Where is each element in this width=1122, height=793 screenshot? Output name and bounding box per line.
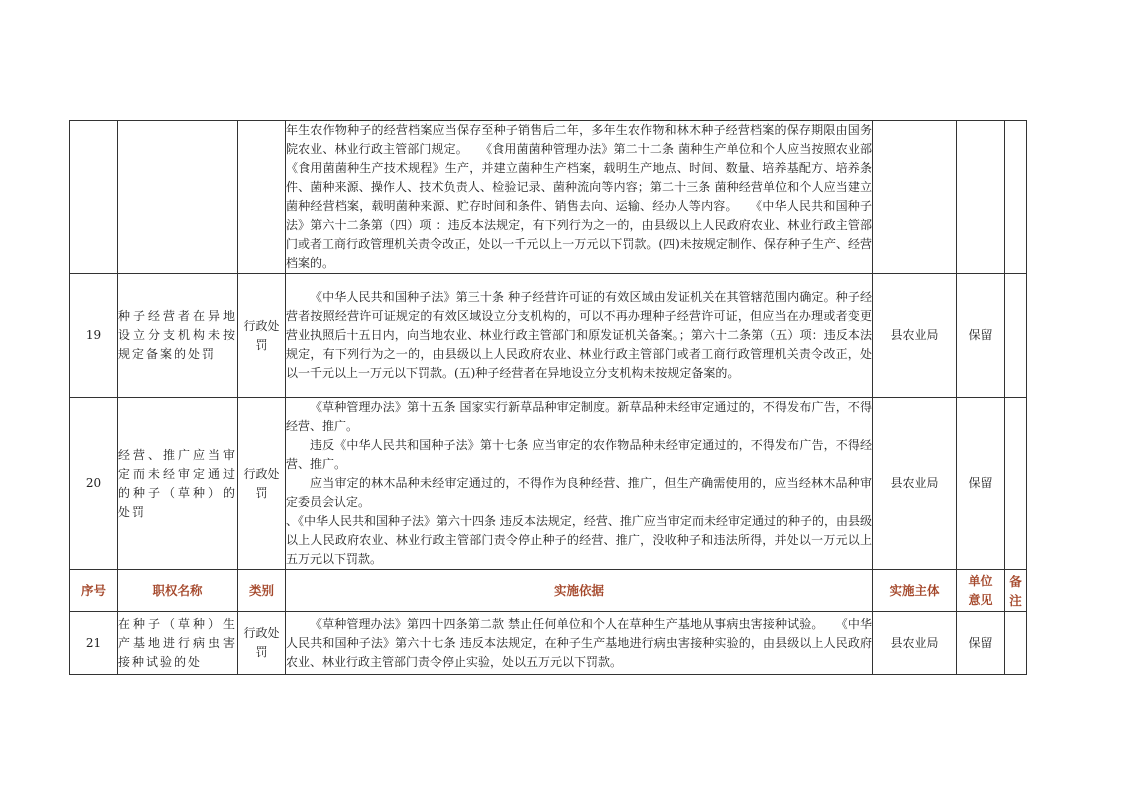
unit-opinion	[957, 121, 1005, 274]
unit-opinion: 保留	[957, 398, 1005, 570]
legal-basis-paragraph: 年生农作物种子的经营档案应当保存至种子销售后二年，多年生农作物和林木种子经营档案的保存期限由国务院农业、林业行政主管部门规定。 《食用菌菌种管理办法》第二十二条 菌种生产单位和个人应当按照农业部《食用菌菌种生产技术规程》生产，并建立菌种生产档案，载明生产地点、时间、数量、培养基配方、培养条件、菌种来源、操作人、技术负责人、检验记录、菌种流向等内容；第二十三条 菌种经营单位和个人应当建立菌种经营档案，载明菌种来源、贮存时间和条件、销售去向、运输、经办人等内容。 《中华人民共和国种子法》第六十二条第（四）项 ：违反本法规定，有下列行为之一的，由县级以上人民政府农业、林业行政主管部门或者工商行政管理机关责令改正，处以一千元以上一万元以下罚款。(四)未按规定制作、保存种子生产、经营档案的。	[286, 123, 872, 270]
implementing-body	[873, 121, 957, 274]
implementing-body: 县农业局	[873, 274, 957, 398]
legal-basis	[286, 121, 873, 274]
header-category: 类别	[238, 570, 286, 612]
implementing-body: 县农业局	[873, 612, 957, 675]
table-header-row	[70, 570, 1027, 612]
legal-basis-paragraph: 应当审定的林木品种未经审定通过的，不得作为良种经营、推广，但生产确需使用的，应当经林木品种审定委员会认定。	[286, 476, 872, 509]
header-remark: 备注	[1005, 570, 1027, 612]
header-unit-opinion-line1: 单位	[968, 573, 993, 588]
legal-basis-paragraph: 《中华人民共和国种子法》第三十条 种子经营许可证的有效区域由发证机关在其管辖范围内确定。种子经营者按照经营许可证规定的有效区域设立分支机构的，可以不再办理种子经营许可证，但应当在办理或者变更营业执照后十五日内，向当地农业、林业行政主管部门和原发证机关备案。；第六十二条第（五）项：违反本法规定，有下列行为之一的，由县级以上人民政府农业、林业行政主管部门或者工商行政管理机关责令改正，处以一千元以上一万元以下罚款。(五)种子经营者在异地设立分支机构未按规定备案的。	[286, 290, 872, 380]
authority-name: 种子经营者在异地设立分支机构未按规定备案的处罚	[118, 274, 238, 398]
header-implementing-body: 实施主体	[873, 570, 957, 612]
implementing-body: 县农业局	[873, 398, 957, 570]
legal-basis-paragraph: 《草种管理办法》第十五条 国家实行新草品种审定制度。新草品种未经审定通过的，不得发布广告，不得经营、推广。	[286, 400, 872, 433]
legal-basis-paragraph: 《草种管理办法》第四十四条第二款 禁止任何单位和个人在草种生产基地从事病虫害接种试验。 《中华人民共和国种子法》第六十七条 违反本法规定，在种子生产基地进行病虫害接种实验的，由县级以上人民政府农业、林业行政主管部门责令停止实验，处以五万元以下罚款。	[286, 616, 872, 669]
table-row	[70, 398, 1027, 570]
authority-name	[118, 121, 238, 274]
table-row	[70, 612, 1027, 675]
authority-category: 行政处罚	[238, 398, 286, 570]
header-legal-basis: 实施依据	[286, 570, 873, 612]
legal-basis	[286, 274, 873, 398]
legal-basis-paragraph: 、《中华人民共和国种子法》第六十四条 违反本法规定，经营、推广应当审定而未经审定通过的种子的，由县级以上人民政府农业、林业行政主管部门责令停止种子的经营、推广，没收种子和违法所得，并处以一万元以上五万元以下罚款。	[286, 514, 872, 566]
table-row	[70, 274, 1027, 398]
legal-basis-paragraph: 违反《中华人民共和国种子法》第十七条 应当审定的农作物品种未经审定通过的，不得发布广告，不得经营、推广。	[286, 438, 872, 471]
unit-opinion: 保留	[957, 612, 1005, 675]
remark	[1005, 274, 1027, 398]
authority-name: 经营、推广应当审定而未经审定通过的种子（草种）的处罚	[118, 398, 238, 570]
table-row	[70, 121, 1027, 274]
header-unit-opinion-line2: 意见	[968, 592, 993, 607]
remark	[1005, 398, 1027, 570]
legal-basis	[286, 398, 873, 570]
row-number: 19	[70, 274, 118, 398]
header-authority-name: 职权名称	[118, 570, 238, 612]
row-number	[70, 121, 118, 274]
authority-category	[238, 121, 286, 274]
header-number: 序号	[70, 570, 118, 612]
row-number: 21	[70, 612, 118, 675]
legal-basis	[286, 612, 873, 675]
authority-name: 在种子（草种）生产基地进行病虫害接种试验的处	[118, 612, 238, 675]
authority-list-table	[69, 120, 1027, 675]
remark	[1005, 121, 1027, 274]
remark	[1005, 612, 1027, 675]
authority-category: 行政处罚	[238, 274, 286, 398]
unit-opinion: 保留	[957, 274, 1005, 398]
header-unit-opinion	[957, 570, 1005, 612]
authority-category: 行政处罚	[238, 612, 286, 675]
row-number: 20	[70, 398, 118, 570]
